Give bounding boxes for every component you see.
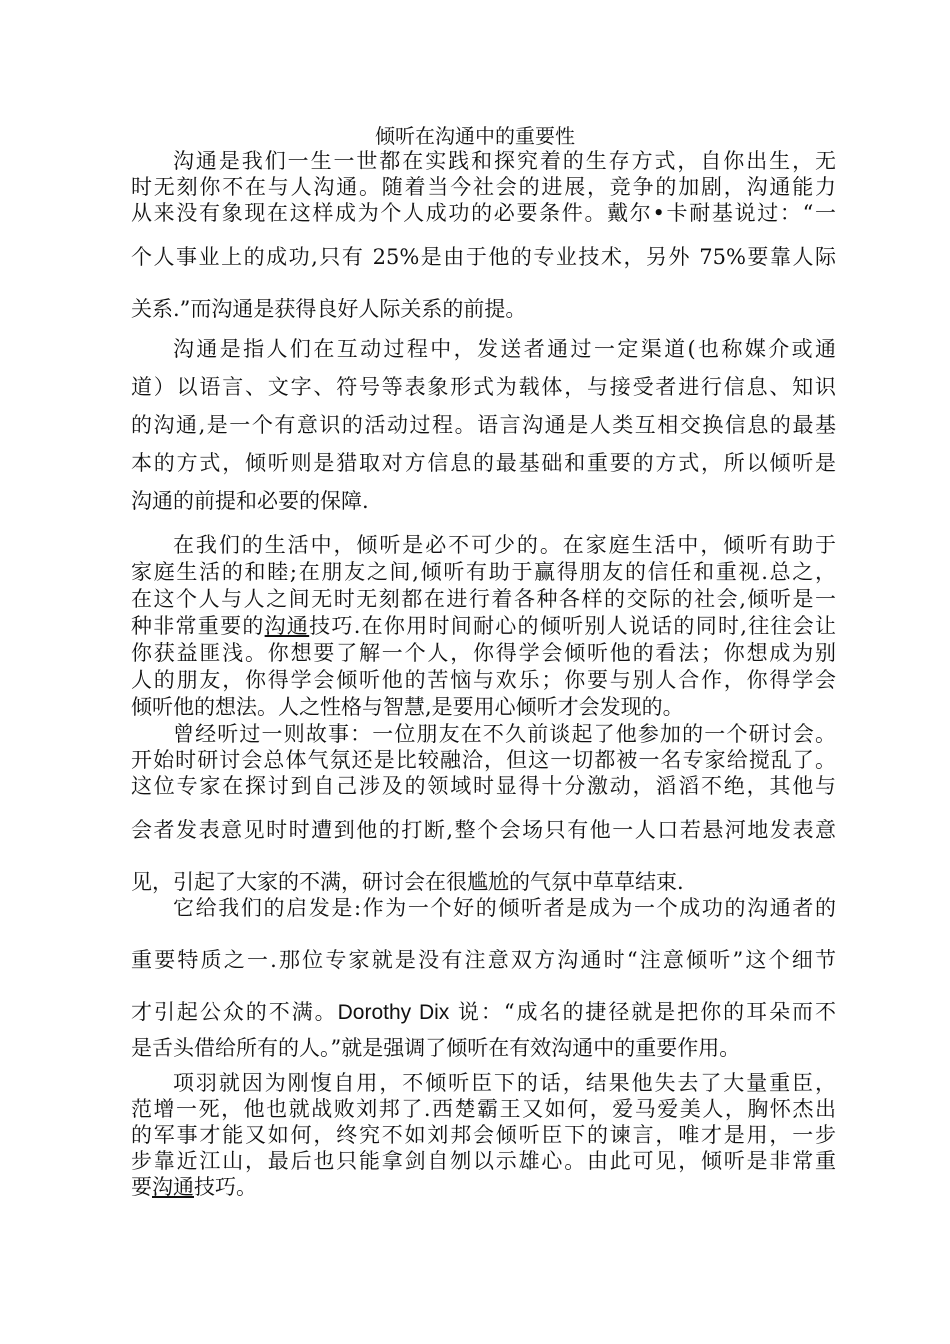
text-line: 开始时研讨会总体气氛还是比较融洽，但这一切都被一名专家给搅乱了。 [131,748,836,772]
paragraph-5 [131,895,836,1061]
text-line: 它给我们的启发是:作为一个好的倾听者是成为一个成功的沟通者的 [173,896,836,920]
text-line: 在我们的生活中，倾听是必不可少的。在家庭生活中，倾听有助于 [173,533,836,557]
goutong-link[interactable]: 沟通 [152,1175,194,1199]
text-line: 在这个人与人之间无时无刻都在进行着各种各样的交际的社会,倾听是一 [131,587,836,611]
paragraph-4 [131,721,836,895]
text-line: 时无刻你不在与人沟通。随着当今社会的进展，竞争的加剧，沟通能力 [131,175,836,199]
text-line: 沟通是我们一生一世都在实践和探究着的生存方式，自你出生，无 [173,149,836,173]
text-line: 家庭生活的和睦;在朋友之间,倾听有助于赢得朋友的信任和重视.总之， [131,560,836,584]
text-line-with-link [131,613,836,640]
paragraph-6 [131,1070,836,1200]
text-segment: 才引起公众的不满。 [131,1000,338,1024]
text-line: 个人事业上的成功,只有 25%是由于他的专业技术，另外 75%要靠人际 [131,245,836,269]
text-line: 道）以语言、文字、符号等表象形式为载体，与接受者进行信息、知识 [131,375,836,399]
text-segment: 要 [131,1175,152,1199]
text-line-with-english [131,999,836,1035]
paragraph-1 [131,148,836,322]
goutong-link[interactable]: 沟通 [264,614,310,638]
text-line: 你获益匪浅。你想要了解一个人，你得学会倾听他的看法；你想成为别 [131,641,836,665]
text-line: 倾听他的想法。人之性格与智慧,是要用心倾听才会发现的。 [131,695,684,719]
text-line: 范增一死，他也就战败刘邦了.西楚霸王又如何，爱马爱美人，胸怀杰出 [131,1097,836,1121]
text-line: 项羽就因为刚愎自用，不倾听臣下的话，结果他失去了大量重臣， [173,1071,836,1095]
text-line: 会者发表意见时时遭到他的打断,整个会场只有他一人口若悬河地发表意 [131,818,836,842]
text-line: 曾经听过一则故事：一位朋友在不久前谈起了他参加的一个研讨会。 [173,722,836,746]
document-title: 倾听在沟通中的重要性 [375,124,575,148]
text-line: 从来没有象现在这样成为个人成功的必要条件。戴尔•卡耐基说过：“一 [131,201,836,225]
text-line: 人的朋友，你得学会倾听他的苦恼与欢乐；你要与别人合作，你得学会 [131,668,836,692]
text-segment: 说：“成名的捷径就是把你的耳朵而不 [449,1000,836,1024]
text-line: 的沟通,是一个有意识的活动过程。语言沟通是人类互相交换信息的最基 [131,413,836,437]
text-segment: 种非常重要的 [131,614,265,638]
text-line: 的军事才能又如何，终究不如刘邦会倾听臣下的谏言，唯才是用，一步 [131,1123,836,1147]
paragraph-2 [131,336,836,514]
text-segment: 技巧.在你用时间耐心的倾听别人说话的同时,往往会让 [309,614,837,638]
text-line: 重要特质之一.那位专家就是没有注意双方沟通时“注意倾听”这个细节 [131,948,836,972]
text-line: 沟通的前提和必要的保障. [131,489,369,513]
text-line: 关系.”而沟通是获得良好人际关系的前提。 [131,297,527,321]
text-line: 见，引起了大家的不满，研讨会在很尴尬的气氛中草草结束. [131,870,684,894]
text-segment: 技巧。 [194,1175,257,1199]
text-line: 这位专家在探讨到自己涉及的领域时显得十分激动，滔滔不绝，其他与 [131,774,836,798]
text-line: 步靠近江山，最后也只能拿剑自刎以示雄心。由此可见，倾听是非常重 [131,1149,836,1173]
text-line-with-link [131,1174,836,1200]
text-line: 沟通是指人们在互动过程中，发送者通过一定渠道(也称媒介或通 [173,337,836,361]
text-line: 是舌头借给所有的人。”就是强调了倾听在有效沟通中的重要作用。 [131,1036,741,1060]
author-name: Dorothy Dix [337,1001,450,1024]
text-line: 本的方式，倾听则是猎取对方信息的最基础和重要的方式，所以倾听是 [131,451,836,475]
paragraph-3 [131,532,836,721]
